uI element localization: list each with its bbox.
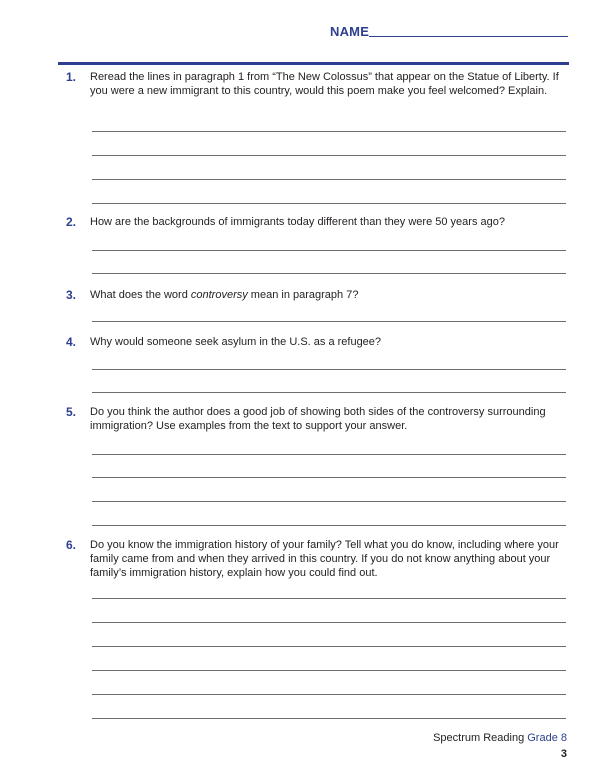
answer-line[interactable]	[92, 273, 566, 274]
answer-line[interactable]	[92, 392, 566, 393]
question-text: How are the backgrounds of immigrants today different than they were 50 years ago?	[90, 216, 505, 228]
answer-line[interactable]	[92, 525, 566, 526]
question-number: 2.	[66, 215, 77, 229]
question-number: 3.	[66, 288, 77, 302]
answer-line[interactable]	[92, 321, 566, 322]
question-term: controversy	[190, 289, 248, 301]
answer-line[interactable]	[92, 203, 566, 204]
answer-line[interactable]	[92, 598, 566, 599]
header-rule	[58, 62, 569, 65]
answer-line[interactable]	[92, 477, 566, 478]
question-text: Why would someone seek asylum in the U.S. as a refugee?	[90, 336, 382, 348]
answer-line[interactable]	[92, 131, 566, 132]
name-label: NAME	[330, 24, 370, 39]
answer-line[interactable]	[92, 501, 566, 502]
grade-label: Grade 8	[527, 732, 567, 744]
question-number: 6.	[66, 538, 77, 552]
question-text: Do you think the author does a good job of showing both sides of the controversy surrounding immigration? Use examples from the text to support your answer.	[90, 406, 546, 432]
name-field	[330, 24, 568, 40]
question-number: 1.	[66, 70, 77, 84]
answer-line[interactable]	[92, 718, 566, 719]
question-number: 4.	[66, 335, 77, 349]
question-text	[90, 288, 566, 302]
answer-line[interactable]	[92, 622, 566, 623]
answer-line[interactable]	[92, 670, 566, 671]
name-write-line[interactable]	[369, 36, 568, 37]
question-text-before: What does the word	[90, 289, 191, 301]
answer-line[interactable]	[92, 155, 566, 156]
answer-line[interactable]	[92, 694, 566, 695]
page-number: 3	[560, 748, 567, 760]
footer-credit	[433, 732, 567, 744]
question-text: Do you know the immigration history of your family? Tell what you do know, including where your family came from and when they arrived in this country. If you do not know anything about your family’s immigration history, explain how you could find out.	[90, 539, 559, 579]
answer-line[interactable]	[92, 369, 566, 370]
answer-line[interactable]	[92, 646, 566, 647]
question-number: 5.	[66, 405, 77, 419]
publisher-name: Spectrum Reading	[433, 732, 525, 744]
answer-line[interactable]	[92, 250, 566, 251]
answer-line[interactable]	[92, 179, 566, 180]
question-text-after: mean in paragraph 7?	[247, 289, 359, 301]
question-text: Reread the lines in paragraph 1 from “The New Colossus” that appear on the Statue of Liberty. If you were a new immigrant to this country, would this poem make you feel welcomed? Explain.	[90, 71, 559, 97]
answer-line[interactable]	[92, 454, 566, 455]
